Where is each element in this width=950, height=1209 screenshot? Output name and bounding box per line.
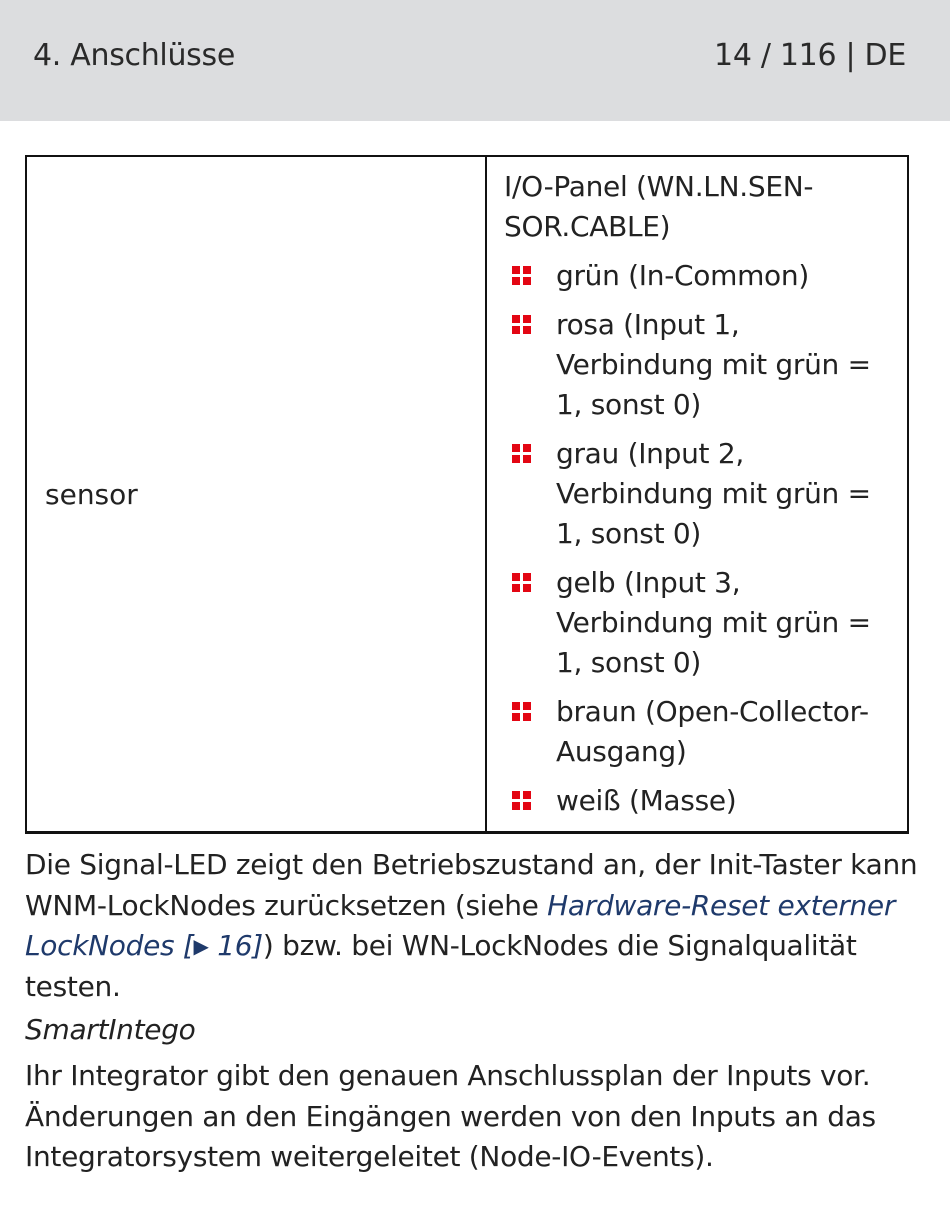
chapter-title: 4. Anschlüsse (33, 38, 235, 73)
list-item (504, 305, 889, 425)
bullet-icon (512, 266, 532, 286)
list-item (504, 781, 889, 821)
integrator-paragraph: Ihr Integrator gibt den genauen Anschlussplan der Inputs vor. Änderungen an den Eingängen werden von den Inputs an das Integratorsystem weitergeleitet (Node-IO-Events). (25, 1059, 876, 1173)
list-item-text: gelb (Input 3, Verbindung mit grün = 1, sonst 0) (556, 566, 871, 679)
row-label: sensor (26, 156, 486, 833)
bullet-icon (512, 444, 532, 464)
bullet-icon (512, 791, 532, 811)
paragraph-text: ) bzw. bei WN-LockNodes die Signalqualität testen. (25, 929, 857, 1003)
list-item (504, 692, 889, 772)
list-item-text: braun (Open-Collector-Ausgang) (556, 695, 869, 768)
link-page[interactable]: 16] (208, 929, 263, 962)
signal-led-paragraph (25, 845, 925, 1007)
list-item-text: grün (In-Common) (556, 259, 809, 292)
bullet-icon (512, 315, 532, 335)
wire-list (504, 256, 889, 821)
connection-table (25, 155, 909, 834)
paragraph-text: Die Signal-LED zeigt den Betriebszustand an, der Init-Taster kann WNM-LockNodes zurücksetzen (siehe (25, 848, 918, 922)
page-header (0, 0, 950, 121)
list-item (504, 434, 889, 554)
list-item (504, 256, 889, 296)
link-text[interactable]: Hardware-Reset externer LockNodes [ (25, 888, 896, 962)
bullet-icon (512, 573, 532, 593)
list-item-text: weiß (Masse) (556, 784, 737, 817)
panel-title: I/O-Panel (WN.LN.SEN-SOR.CABLE) (504, 170, 814, 243)
bullet-icon (512, 702, 532, 722)
section-caption: SmartIntego (25, 1013, 196, 1046)
list-item-text: grau (Input 2, Verbindung mit grün = 1, sonst 0) (556, 437, 871, 550)
row-content (486, 156, 908, 833)
page-arrow-icon[interactable]: ▶ (193, 934, 209, 958)
page-number: 14 / 116 | DE (714, 38, 906, 73)
list-item (504, 563, 889, 683)
table-row (26, 156, 908, 833)
list-item-text: rosa (Input 1, Verbindung mit grün = 1, sonst 0) (556, 308, 871, 421)
